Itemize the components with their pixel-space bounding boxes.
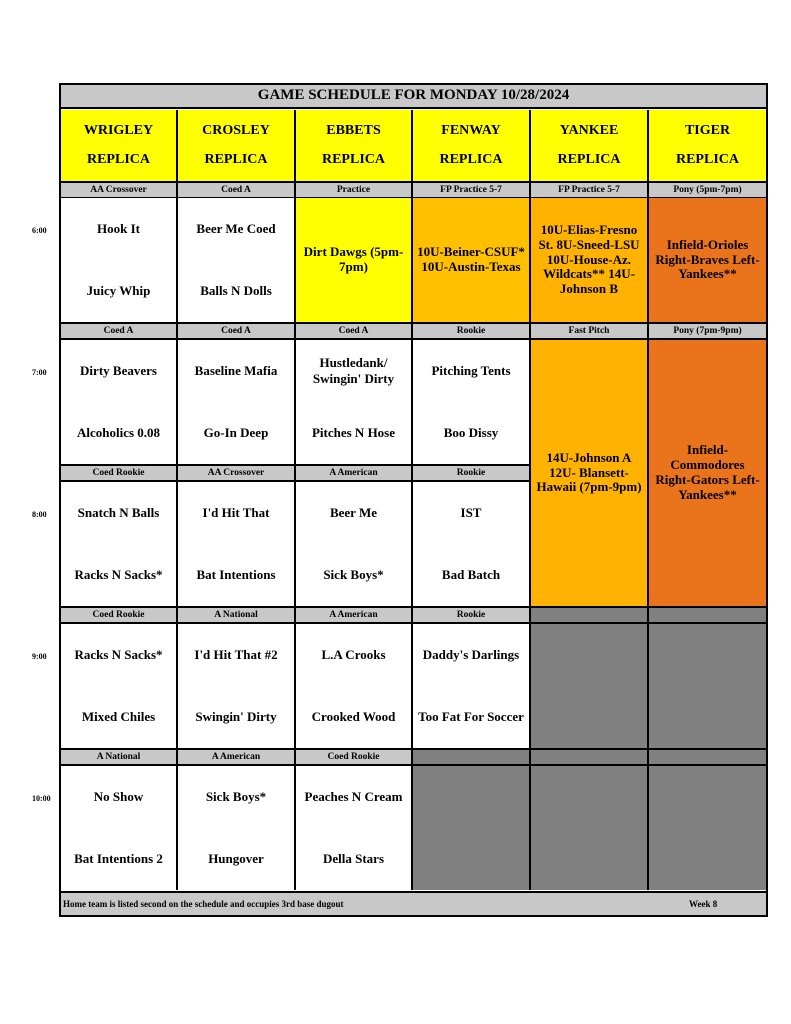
game-slot — [413, 624, 531, 748]
footer-bar — [61, 891, 766, 915]
team-home: Balls N Dolls — [200, 283, 272, 298]
team-home: Mixed Chiles — [81, 709, 156, 724]
division-label: Rookie — [413, 606, 531, 624]
division-label: Coed Rookie — [61, 606, 178, 624]
game-slot — [296, 624, 413, 748]
team-home: Della Stars — [322, 851, 385, 866]
empty-slot — [649, 624, 766, 748]
game-slot — [413, 482, 531, 606]
game-slot — [61, 624, 178, 748]
footer-note: Home team is listed second on the schedule and occupies 3rd base dugout — [63, 899, 344, 909]
field-header-ebbets — [296, 110, 413, 181]
team-home: Juicy Whip — [86, 283, 151, 298]
game-slot — [178, 482, 296, 606]
empty-divider — [531, 748, 649, 766]
team-home: Swingin' Dirty — [195, 709, 277, 724]
game-slot — [61, 482, 178, 606]
team-away: Beer Me — [329, 505, 378, 520]
time-label: 7:00 — [32, 368, 47, 377]
division-label: FP Practice 5-7 — [413, 181, 531, 199]
division-label: Pony (5pm-7pm) — [649, 181, 766, 199]
team-away: L.A Crooks — [321, 647, 386, 662]
game-slot — [61, 766, 178, 890]
team-away: Daddy's Darlings — [422, 647, 520, 662]
team-away: Pitching Tents — [431, 363, 511, 378]
division-label: Pony (7pm-9pm) — [649, 322, 766, 340]
game-slot — [296, 482, 413, 606]
team-away: Dirty Beavers — [80, 363, 157, 378]
team-away: Peaches N Cream — [304, 789, 403, 804]
team-away: Sick Boys* — [205, 789, 267, 804]
division-label: FP Practice 5-7 — [531, 181, 649, 199]
pony-block-tiger-late: Infield-Commodores Right-Gators Left-Yankees** — [649, 340, 766, 606]
division-label: A National — [61, 748, 178, 766]
division-label: A American — [296, 606, 413, 624]
practice-block-fenway: 10U-Beiner-CSUF* 10U-Austin-Texas — [413, 198, 531, 322]
division-label: A American — [296, 464, 413, 482]
game-slot — [296, 766, 413, 890]
game-slot — [178, 340, 296, 464]
division-label: Rookie — [413, 322, 531, 340]
field-header-wrigley — [61, 110, 178, 181]
field-name: TIGER — [684, 122, 731, 138]
fastpitch-block-yankee: 14U-Johnson A 12U- Blansett-Hawaii (7pm-9pm) — [531, 340, 649, 606]
field-name: FENWAY — [441, 122, 501, 138]
time-label: 10:00 — [32, 794, 51, 803]
team-home: Go-In Deep — [203, 425, 269, 440]
pony-block-tiger-early: Infield-Orioles Right-Braves Left-Yankees** — [649, 198, 766, 322]
team-home: Pitches N Hose — [311, 425, 396, 440]
team-away: Snatch N Balls — [77, 505, 160, 520]
empty-slot — [413, 766, 531, 890]
week-label: Week 8 — [689, 899, 718, 909]
team-home: Sick Boys* — [323, 567, 384, 582]
field-type: REPLICA — [675, 152, 739, 167]
team-away: Hustledank/ Swingin' Dirty — [312, 355, 395, 386]
page-title: GAME SCHEDULE FOR MONDAY 10/28/2024 — [61, 85, 766, 109]
field-header-fenway — [413, 110, 531, 181]
team-away: I'd Hit That #2 — [194, 647, 278, 662]
game-slot — [61, 198, 178, 322]
team-away: Hook It — [97, 221, 140, 236]
game-slot — [296, 340, 413, 464]
practice-block-ebbets: Dirt Dawgs (5pm-7pm) — [296, 198, 413, 322]
field-name: EBBETS — [326, 122, 381, 138]
division-label: AA Crossover — [178, 464, 296, 482]
field-name: YANKEE — [559, 122, 619, 138]
team-home: Alcoholics 0.08 — [76, 425, 161, 440]
field-header-crosley — [178, 110, 296, 181]
team-home: Bat Intentions 2 — [74, 851, 163, 866]
field-name: CROSLEY — [202, 122, 270, 138]
division-label: A American — [178, 748, 296, 766]
empty-divider — [413, 748, 531, 766]
field-type: REPLICA — [86, 152, 150, 167]
game-slot — [178, 198, 296, 322]
team-away: Racks N Sacks* — [74, 647, 163, 662]
empty-slot — [531, 624, 649, 748]
division-label: Coed Rookie — [296, 748, 413, 766]
empty-divider — [649, 748, 766, 766]
division-label: Practice — [296, 181, 413, 199]
practice-block-yankee: 10U-Elias-Fresno St. 8U-Sneed-LSU 10U-House-Az. Wildcats** 14U-Johnson B — [531, 198, 649, 322]
team-home: Bat Intentions — [196, 567, 276, 582]
division-label: Coed A — [178, 181, 296, 199]
game-slot — [413, 340, 531, 464]
time-label: 9:00 — [32, 652, 47, 661]
empty-slot — [649, 766, 766, 890]
team-away: IST — [460, 505, 482, 520]
team-home: Crooked Wood — [311, 709, 396, 724]
game-slot — [61, 340, 178, 464]
empty-slot — [531, 766, 649, 890]
division-label: Fast Pitch — [531, 322, 649, 340]
team-home: Hungover — [208, 851, 264, 866]
game-slot — [178, 766, 296, 890]
field-header-yankee — [531, 110, 649, 181]
field-header-tiger — [649, 110, 766, 181]
team-home: Boo Dissy — [443, 425, 499, 440]
empty-divider — [531, 606, 649, 624]
time-label: 6:00 — [32, 226, 47, 235]
division-label: A National — [178, 606, 296, 624]
field-type: REPLICA — [557, 152, 621, 167]
division-label: Rookie — [413, 464, 531, 482]
team-away: No Show — [93, 789, 144, 804]
empty-divider — [649, 606, 766, 624]
team-home: Too Fat For Soccer — [418, 709, 524, 724]
division-label: Coed A — [296, 322, 413, 340]
team-home: Bad Batch — [441, 567, 501, 582]
field-type: REPLICA — [204, 152, 268, 167]
game-slot — [178, 624, 296, 748]
time-label: 8:00 — [32, 510, 47, 519]
field-type: REPLICA — [321, 152, 385, 167]
division-label: Coed Rookie — [61, 464, 178, 482]
field-name: WRIGLEY — [83, 122, 154, 138]
team-away: Beer Me Coed — [196, 221, 276, 236]
team-home: Racks N Sacks* — [74, 567, 163, 582]
division-label: AA Crossover — [61, 181, 178, 199]
field-type: REPLICA — [439, 152, 503, 167]
division-label: Coed A — [61, 322, 178, 340]
division-label: Coed A — [178, 322, 296, 340]
team-away: I'd Hit That — [202, 505, 270, 520]
team-away: Baseline Mafia — [194, 363, 278, 378]
